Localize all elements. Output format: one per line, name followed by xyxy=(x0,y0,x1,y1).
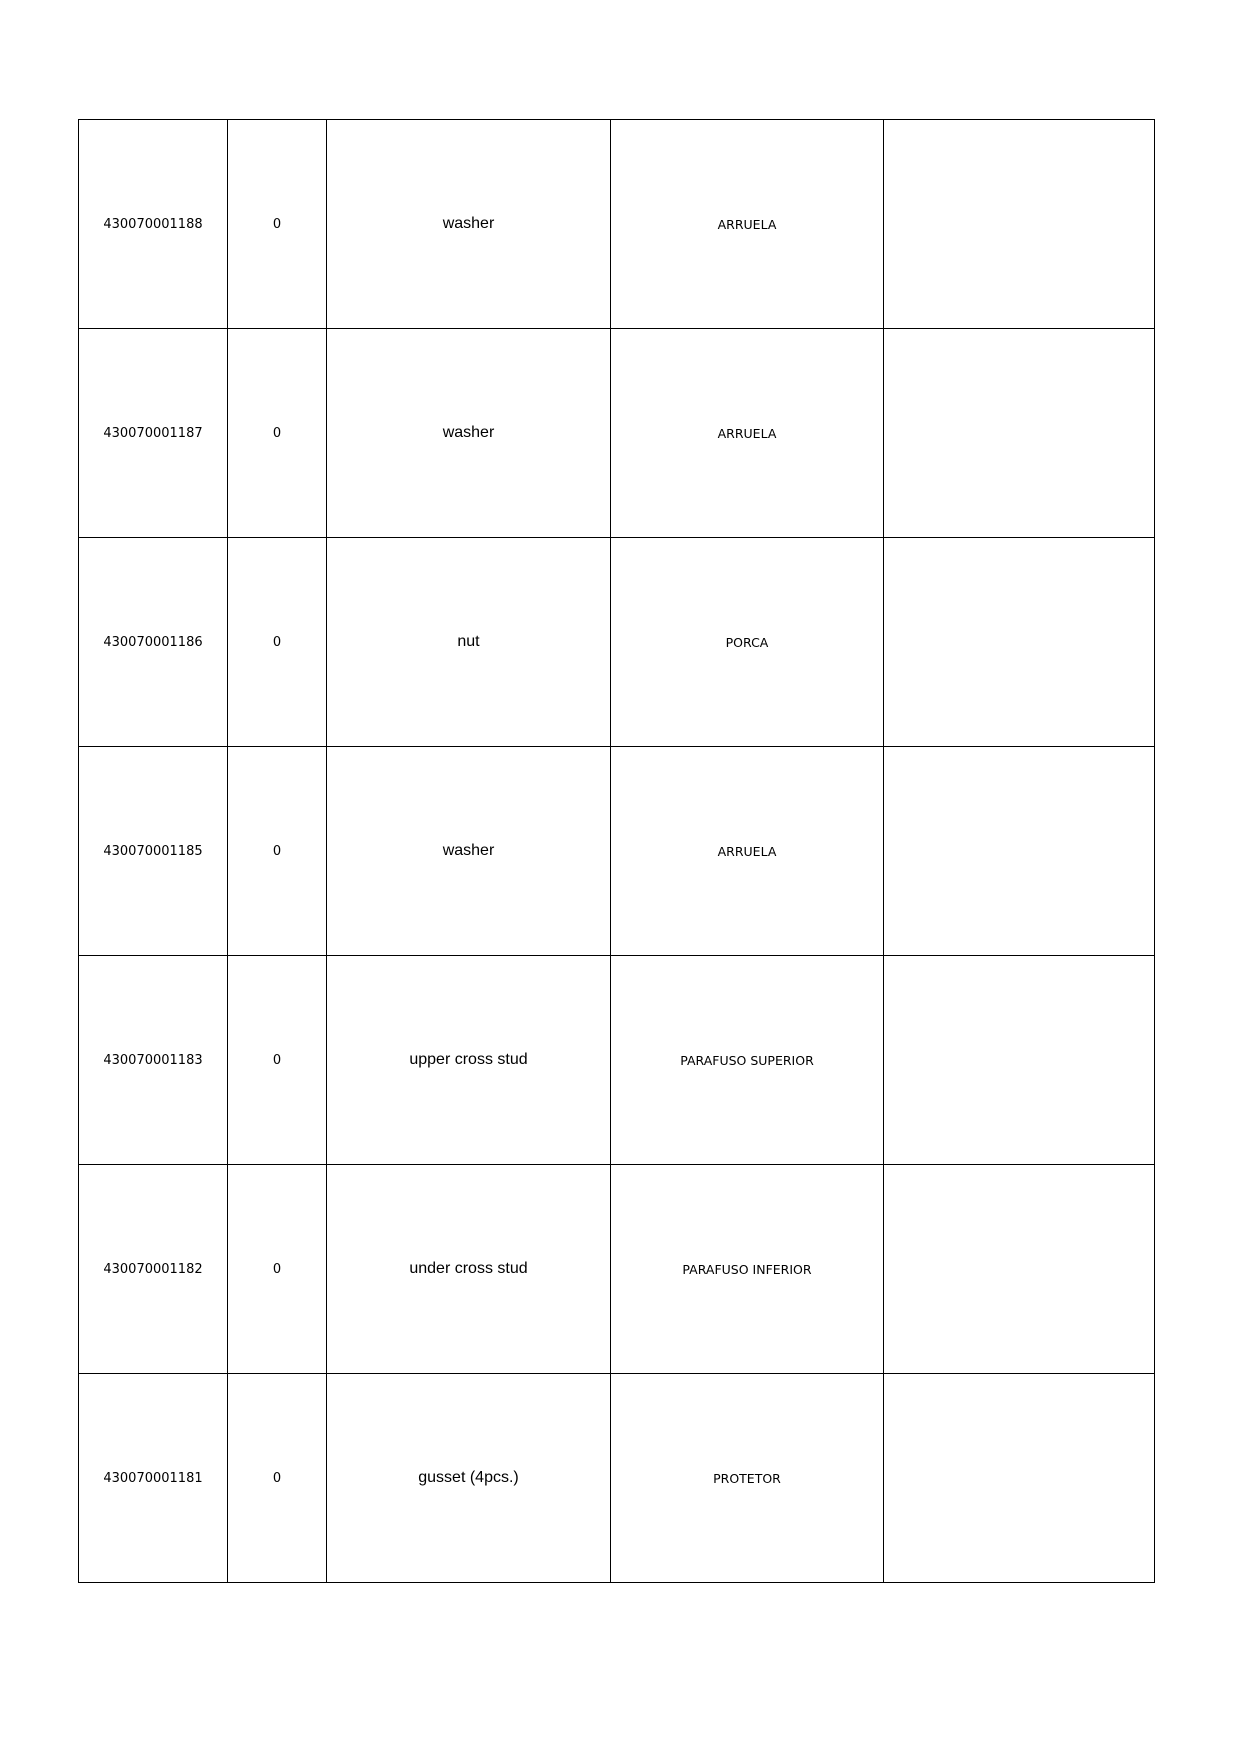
notes-cell xyxy=(884,120,1155,329)
portuguese-name-cell: PORCA xyxy=(611,538,884,747)
revision-cell: 0 xyxy=(228,747,327,956)
english-name-cell: upper cross stud xyxy=(327,956,611,1165)
table-row xyxy=(79,956,1155,1165)
notes-cell xyxy=(884,956,1155,1165)
english-name-cell: washer xyxy=(327,120,611,329)
english-name-cell: washer xyxy=(327,329,611,538)
revision-cell: 0 xyxy=(228,956,327,1165)
part-code-cell: 430070001186 xyxy=(79,538,228,747)
english-name-cell: washer xyxy=(327,747,611,956)
portuguese-name-cell: PARAFUSO INFERIOR xyxy=(611,1165,884,1374)
part-code-cell: 430070001181 xyxy=(79,1374,228,1583)
table-row xyxy=(79,1374,1155,1583)
notes-cell xyxy=(884,329,1155,538)
table-row xyxy=(79,329,1155,538)
english-name-cell: nut xyxy=(327,538,611,747)
part-code-cell: 430070001182 xyxy=(79,1165,228,1374)
part-code-cell: 430070001187 xyxy=(79,329,228,538)
notes-cell xyxy=(884,747,1155,956)
portuguese-name-cell: ARRUELA xyxy=(611,329,884,538)
revision-cell: 0 xyxy=(228,538,327,747)
portuguese-name-cell: ARRUELA xyxy=(611,120,884,329)
notes-cell xyxy=(884,1165,1155,1374)
table-row xyxy=(79,538,1155,747)
english-name-cell: under cross stud xyxy=(327,1165,611,1374)
part-code-cell: 430070001183 xyxy=(79,956,228,1165)
portuguese-name-cell: PROTETOR xyxy=(611,1374,884,1583)
portuguese-name-cell: PARAFUSO SUPERIOR xyxy=(611,956,884,1165)
table-row xyxy=(79,120,1155,329)
parts-table xyxy=(78,119,1155,1583)
part-code-cell: 430070001185 xyxy=(79,747,228,956)
english-name-cell: gusset (4pcs.) xyxy=(327,1374,611,1583)
part-code-cell: 430070001188 xyxy=(79,120,228,329)
revision-cell: 0 xyxy=(228,329,327,538)
notes-cell xyxy=(884,538,1155,747)
revision-cell: 0 xyxy=(228,1374,327,1583)
revision-cell: 0 xyxy=(228,1165,327,1374)
notes-cell xyxy=(884,1374,1155,1583)
revision-cell: 0 xyxy=(228,120,327,329)
table-row xyxy=(79,747,1155,956)
table-row xyxy=(79,1165,1155,1374)
portuguese-name-cell: ARRUELA xyxy=(611,747,884,956)
